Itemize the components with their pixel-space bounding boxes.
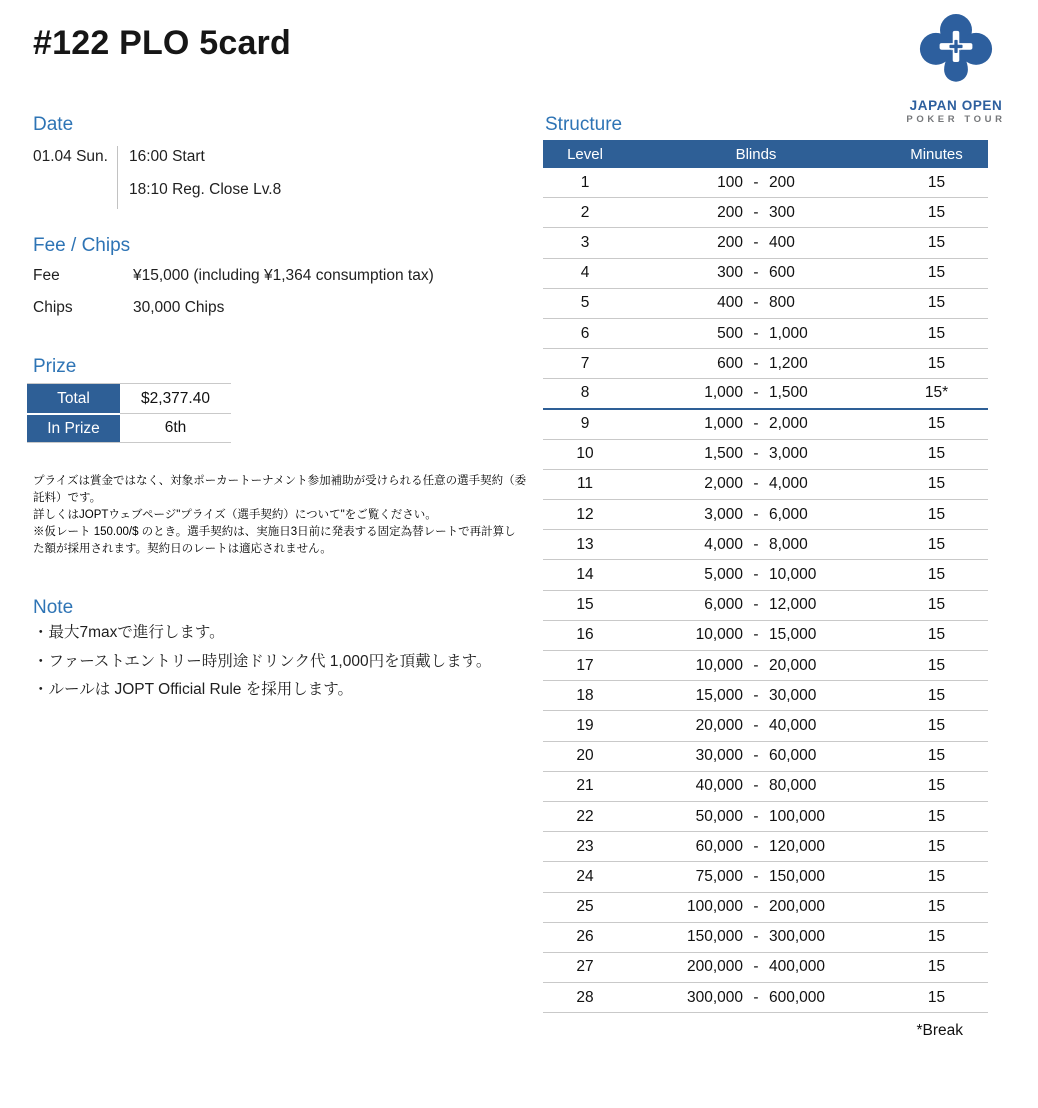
cell-level: 1 bbox=[580, 173, 590, 191]
blinds-separator: - bbox=[753, 354, 759, 372]
date-divider bbox=[117, 146, 118, 209]
cell-level: 27 bbox=[576, 958, 594, 976]
blinds-separator: - bbox=[753, 898, 759, 916]
fee-row bbox=[33, 267, 434, 285]
blinds-separator: - bbox=[753, 566, 759, 584]
cell-minutes: 15 bbox=[927, 958, 946, 976]
table-row bbox=[543, 319, 988, 349]
small-blind-value: 1,000 bbox=[704, 384, 743, 402]
table-row bbox=[543, 711, 988, 741]
prize-total-label: Total bbox=[27, 384, 120, 413]
cell-minutes: 15 bbox=[927, 988, 946, 1006]
cell-level: 6 bbox=[580, 324, 590, 342]
chips-label: Chips bbox=[33, 299, 73, 316]
note-section bbox=[33, 625, 527, 711]
cell-level: 9 bbox=[580, 415, 590, 433]
cell-level: 13 bbox=[576, 535, 594, 553]
small-blind-value: 15,000 bbox=[695, 686, 743, 704]
cell-level: 8 bbox=[580, 384, 590, 402]
note-item: ・ルールは JOPT Official Rule を採用します。 bbox=[33, 681, 353, 698]
cell-level: 12 bbox=[576, 505, 594, 523]
cell-blinds bbox=[627, 566, 885, 584]
small-blind-value: 2,000 bbox=[704, 475, 743, 493]
big-blind-value: 400,000 bbox=[769, 958, 826, 976]
cell-level: 15 bbox=[576, 596, 594, 614]
prize-heading: Prize bbox=[33, 356, 77, 377]
small-blind-value: 1,000 bbox=[704, 415, 743, 433]
small-blind-value: 3,000 bbox=[704, 505, 743, 523]
cell-level: 18 bbox=[576, 686, 594, 704]
cell-minutes: 15 bbox=[927, 596, 946, 614]
table-row bbox=[543, 621, 988, 651]
blinds-separator: - bbox=[753, 988, 759, 1006]
cell-minutes: 15 bbox=[927, 898, 946, 916]
header-cell-blinds: Blinds bbox=[735, 145, 777, 163]
structure-table-header bbox=[543, 140, 988, 168]
cell-level: 26 bbox=[576, 928, 594, 946]
prize-disclaimer-line: ※仮レート 150.00/$ のとき。選手契約は、実施日3日前に発表する固定為替レートで再計算した額が採用されます。契約日のレートは適応されません。 bbox=[33, 526, 516, 556]
table-row bbox=[543, 259, 988, 289]
big-blind-value: 12,000 bbox=[769, 596, 817, 614]
table-row bbox=[543, 470, 988, 500]
small-blind-value: 200 bbox=[717, 203, 743, 221]
big-blind-value: 200,000 bbox=[769, 898, 826, 916]
cell-blinds bbox=[627, 475, 885, 493]
cell-minutes: 15 bbox=[927, 807, 946, 825]
small-blind-value: 600 bbox=[717, 354, 743, 372]
blinds-separator: - bbox=[753, 656, 759, 674]
small-blind-value: 5,000 bbox=[704, 566, 743, 584]
blinds-separator: - bbox=[753, 837, 759, 855]
structure-heading: Structure bbox=[545, 114, 623, 135]
cell-minutes: 15 bbox=[927, 867, 946, 885]
note-item: ・最大7maxで進行します。 bbox=[33, 624, 225, 641]
blinds-separator: - bbox=[753, 747, 759, 765]
fee-label: Fee bbox=[33, 267, 60, 284]
cell-minutes: 15 bbox=[927, 837, 946, 855]
table-row bbox=[543, 168, 988, 198]
cell-blinds bbox=[627, 325, 885, 343]
cell-minutes: 15 bbox=[927, 415, 946, 433]
cell-level: 10 bbox=[576, 445, 594, 463]
cell-blinds bbox=[627, 747, 885, 765]
prize-total-value: $2,377.40 bbox=[141, 389, 210, 407]
blinds-separator: - bbox=[753, 475, 759, 493]
cell-blinds bbox=[627, 808, 885, 826]
blinds-separator: - bbox=[753, 596, 759, 614]
prize-table bbox=[27, 383, 231, 443]
table-row bbox=[543, 591, 988, 621]
blinds-separator: - bbox=[753, 777, 759, 795]
cell-blinds bbox=[627, 294, 885, 312]
blinds-separator: - bbox=[753, 505, 759, 523]
cell-level: 2 bbox=[580, 203, 590, 221]
blinds-separator: - bbox=[753, 415, 759, 433]
blinds-separator: - bbox=[753, 958, 759, 976]
prize-disclaimer-line: 詳しくはJOPTウェブページ"プライズ（選手契約）について"をご覧ください。 bbox=[33, 509, 437, 522]
fee-value: ¥15,000 (including ¥1,364 consumption tax) bbox=[133, 267, 434, 284]
cell-level: 23 bbox=[576, 837, 594, 855]
cell-level: 14 bbox=[576, 566, 594, 584]
big-blind-value: 1,000 bbox=[769, 324, 808, 342]
table-row bbox=[543, 832, 988, 862]
table-row bbox=[543, 923, 988, 953]
big-blind-value: 1,200 bbox=[769, 354, 808, 372]
cell-level: 3 bbox=[580, 233, 590, 251]
chips-value: 30,000 Chips bbox=[133, 299, 225, 316]
cell-minutes: 15 bbox=[927, 294, 946, 312]
small-blind-value: 10,000 bbox=[695, 626, 743, 644]
small-blind-value: 60,000 bbox=[695, 837, 743, 855]
small-blind-value: 150,000 bbox=[686, 928, 743, 946]
small-blind-value: 4,000 bbox=[704, 535, 743, 553]
small-blind-value: 40,000 bbox=[695, 777, 743, 795]
big-blind-value: 20,000 bbox=[769, 656, 817, 674]
fee-chips-heading: Fee / Chips bbox=[33, 235, 131, 256]
blinds-separator: - bbox=[753, 324, 759, 342]
blinds-separator: - bbox=[753, 203, 759, 221]
clover-logo-icon bbox=[915, 10, 997, 96]
small-blind-value: 100 bbox=[717, 173, 743, 191]
note-heading: Note bbox=[33, 597, 74, 618]
big-blind-value: 600 bbox=[769, 264, 795, 282]
small-blind-value: 20,000 bbox=[695, 716, 743, 734]
table-row bbox=[543, 349, 988, 379]
small-blind-value: 400 bbox=[717, 294, 743, 312]
cell-blinds bbox=[627, 868, 885, 886]
cell-minutes: 15 bbox=[927, 777, 946, 795]
small-blind-value: 6,000 bbox=[704, 596, 743, 614]
big-blind-value: 3,000 bbox=[769, 445, 808, 463]
chips-row bbox=[33, 299, 434, 317]
cell-minutes: 15 bbox=[927, 203, 946, 221]
small-blind-value: 100,000 bbox=[686, 898, 743, 916]
cell-blinds bbox=[627, 989, 885, 1007]
table-row bbox=[543, 560, 988, 590]
cell-blinds bbox=[627, 717, 885, 735]
small-blind-value: 200,000 bbox=[686, 958, 743, 976]
cell-blinds bbox=[627, 657, 885, 675]
table-row bbox=[543, 228, 988, 258]
cell-minutes: 15 bbox=[927, 928, 946, 946]
blinds-separator: - bbox=[753, 535, 759, 553]
blinds-separator: - bbox=[753, 716, 759, 734]
cell-minutes: 15 bbox=[927, 747, 946, 765]
table-row bbox=[543, 440, 988, 470]
blinds-separator: - bbox=[753, 294, 759, 312]
small-blind-value: 30,000 bbox=[695, 747, 743, 765]
table-row bbox=[543, 953, 988, 983]
table-row bbox=[543, 530, 988, 560]
header-cell-minutes: Minutes bbox=[910, 145, 963, 163]
big-blind-value: 300,000 bbox=[769, 928, 826, 946]
cell-minutes: 15 bbox=[927, 445, 946, 463]
big-blind-value: 100,000 bbox=[769, 807, 826, 825]
small-blind-value: 1,500 bbox=[704, 445, 743, 463]
big-blind-value: 600,000 bbox=[769, 988, 826, 1006]
blinds-separator: - bbox=[753, 626, 759, 644]
cell-blinds bbox=[627, 234, 885, 252]
cell-level: 4 bbox=[580, 264, 590, 282]
table-row bbox=[543, 500, 988, 530]
cell-minutes: 15 bbox=[927, 354, 946, 372]
blinds-separator: - bbox=[753, 867, 759, 885]
cell-minutes: 15 bbox=[927, 264, 946, 282]
structure-table-body bbox=[543, 168, 988, 1013]
table-row bbox=[543, 289, 988, 319]
cell-level: 19 bbox=[576, 716, 594, 734]
cell-blinds bbox=[627, 384, 885, 402]
date-heading: Date bbox=[33, 114, 74, 135]
prize-inprize-label: In Prize bbox=[27, 413, 120, 442]
cell-minutes: 15 bbox=[927, 505, 946, 523]
big-blind-value: 400 bbox=[769, 233, 795, 251]
cell-level: 5 bbox=[580, 294, 590, 312]
prize-disclaimer-line: プライズは賞金ではなく、対象ポーカートーナメント参加補助が受けられる任意の選手契約（委託料）です。 bbox=[33, 475, 527, 505]
cell-blinds bbox=[627, 626, 885, 644]
page-title: #122 PLO 5card bbox=[33, 24, 291, 62]
blinds-separator: - bbox=[753, 233, 759, 251]
cell-blinds bbox=[627, 174, 885, 192]
jopt-logo bbox=[900, 10, 1012, 125]
big-blind-value: 80,000 bbox=[769, 777, 817, 795]
small-blind-value: 50,000 bbox=[695, 807, 743, 825]
blinds-separator: - bbox=[753, 384, 759, 402]
table-row bbox=[543, 681, 988, 711]
date-time-reg-close: 18:10 Reg. Close Lv.8 bbox=[129, 181, 282, 198]
table-row bbox=[543, 651, 988, 681]
cell-minutes: 15* bbox=[924, 384, 949, 402]
prize-total-row bbox=[27, 384, 231, 413]
cell-blinds bbox=[627, 536, 885, 554]
big-blind-value: 2,000 bbox=[769, 415, 808, 433]
note-item: ・ファーストエントリー時別途ドリンク代 1,000円を頂戴します。 bbox=[33, 652, 492, 670]
blinds-separator: - bbox=[753, 264, 759, 282]
big-blind-value: 6,000 bbox=[769, 505, 808, 523]
small-blind-value: 300,000 bbox=[686, 988, 743, 1006]
cell-level: 11 bbox=[576, 475, 594, 493]
small-blind-value: 10,000 bbox=[695, 656, 743, 674]
logo-text-japan-open: JAPAN OPEN bbox=[909, 98, 1003, 113]
table-row bbox=[543, 379, 988, 409]
logo-text-poker-tour: POKER TOUR bbox=[906, 114, 1006, 125]
table-row bbox=[543, 862, 988, 892]
table-row bbox=[543, 802, 988, 832]
blinds-separator: - bbox=[753, 928, 759, 946]
cell-level: 7 bbox=[580, 354, 590, 372]
blinds-separator: - bbox=[753, 173, 759, 191]
big-blind-value: 4,000 bbox=[769, 475, 808, 493]
cell-level: 28 bbox=[576, 988, 594, 1006]
table-row bbox=[543, 198, 988, 228]
cell-level: 25 bbox=[576, 898, 594, 916]
small-blind-value: 300 bbox=[717, 264, 743, 282]
cell-minutes: 15 bbox=[927, 535, 946, 553]
cell-level: 16 bbox=[576, 626, 594, 644]
cell-minutes: 15 bbox=[927, 233, 946, 251]
big-blind-value: 800 bbox=[769, 294, 795, 312]
blinds-separator: - bbox=[753, 686, 759, 704]
cell-blinds bbox=[627, 506, 885, 524]
header-cell-level: Level bbox=[567, 145, 603, 163]
prize-disclaimer bbox=[33, 473, 527, 558]
cell-level: 17 bbox=[576, 656, 594, 674]
blinds-separator: - bbox=[753, 445, 759, 463]
cell-blinds bbox=[627, 958, 885, 976]
big-blind-value: 300 bbox=[769, 203, 795, 221]
table-row bbox=[543, 772, 988, 802]
big-blind-value: 150,000 bbox=[769, 867, 826, 885]
cell-minutes: 15 bbox=[927, 566, 946, 584]
table-row bbox=[543, 983, 988, 1013]
cell-blinds bbox=[627, 777, 885, 795]
cell-blinds bbox=[627, 838, 885, 856]
cell-blinds bbox=[627, 355, 885, 373]
break-footnote: *Break bbox=[916, 1022, 963, 1040]
big-blind-value: 40,000 bbox=[769, 716, 817, 734]
prize-inprize-row bbox=[27, 413, 231, 442]
cell-minutes: 15 bbox=[927, 656, 946, 674]
big-blind-value: 8,000 bbox=[769, 535, 808, 553]
cell-blinds bbox=[627, 445, 885, 463]
date-day: 01.04 Sun. bbox=[33, 148, 108, 165]
prize-inprize-value: 6th bbox=[120, 413, 231, 442]
cell-minutes: 15 bbox=[927, 686, 946, 704]
big-blind-value: 30,000 bbox=[769, 686, 817, 704]
date-section bbox=[33, 146, 281, 209]
table-row bbox=[543, 893, 988, 923]
cell-minutes: 15 bbox=[927, 626, 946, 644]
small-blind-value: 75,000 bbox=[695, 867, 743, 885]
big-blind-value: 10,000 bbox=[769, 566, 817, 584]
structure-table bbox=[543, 140, 988, 1040]
table-row bbox=[543, 742, 988, 772]
table-row bbox=[543, 410, 988, 440]
cell-minutes: 15 bbox=[927, 716, 946, 734]
cell-blinds bbox=[627, 415, 885, 433]
cell-minutes: 15 bbox=[927, 324, 946, 342]
cell-blinds bbox=[627, 928, 885, 946]
cell-blinds bbox=[627, 596, 885, 614]
cell-level: 22 bbox=[576, 807, 594, 825]
small-blind-value: 200 bbox=[717, 233, 743, 251]
cell-minutes: 15 bbox=[927, 173, 946, 191]
big-blind-value: 60,000 bbox=[769, 747, 817, 765]
big-blind-value: 200 bbox=[769, 173, 795, 191]
cell-minutes: 15 bbox=[927, 475, 946, 493]
cell-level: 20 bbox=[576, 747, 594, 765]
big-blind-value: 120,000 bbox=[769, 837, 826, 855]
big-blind-value: 15,000 bbox=[769, 626, 817, 644]
cell-blinds bbox=[627, 898, 885, 916]
date-time-start: 16:00 Start bbox=[129, 148, 205, 165]
cell-level: 21 bbox=[576, 777, 594, 795]
cell-blinds bbox=[627, 204, 885, 222]
cell-blinds bbox=[627, 687, 885, 705]
cell-level: 24 bbox=[576, 867, 594, 885]
fee-chips-section bbox=[33, 267, 434, 331]
big-blind-value: 1,500 bbox=[769, 384, 808, 402]
blinds-separator: - bbox=[753, 807, 759, 825]
small-blind-value: 500 bbox=[717, 324, 743, 342]
cell-blinds bbox=[627, 264, 885, 282]
